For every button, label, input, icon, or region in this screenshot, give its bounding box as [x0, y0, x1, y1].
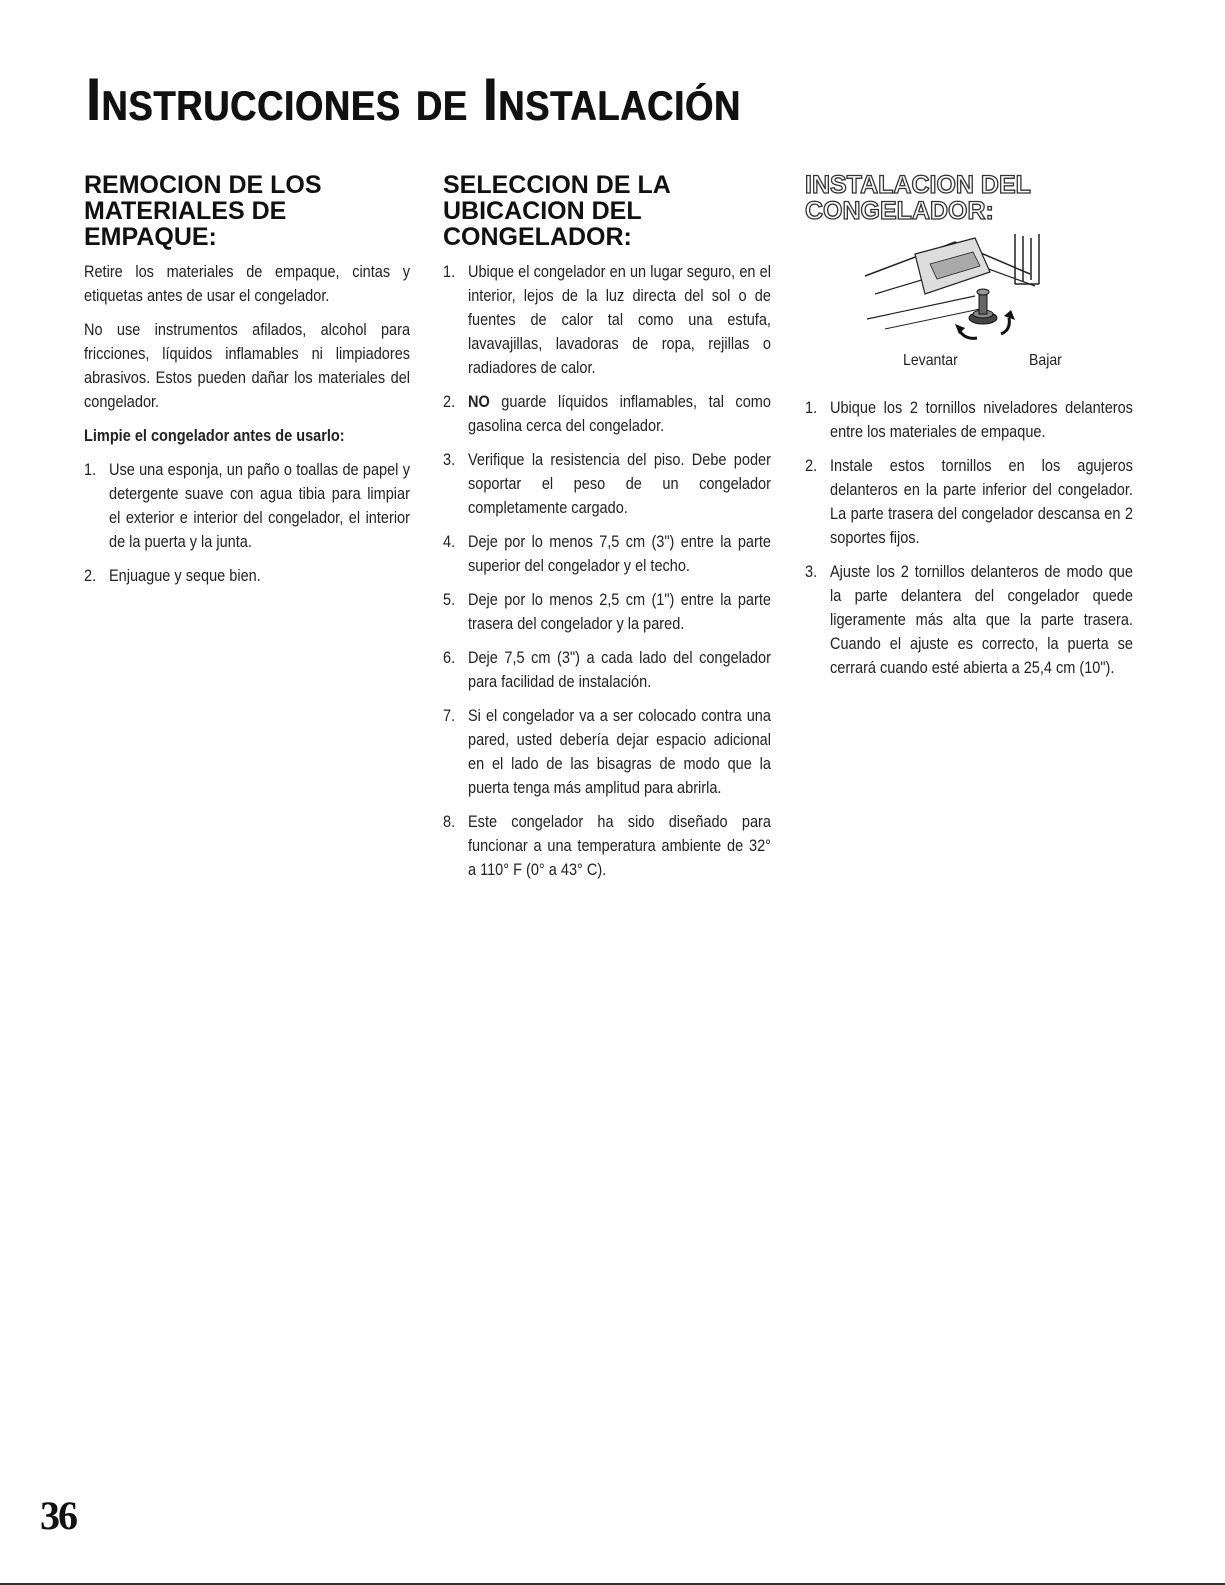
list-item: 2. NO guarde líquidos inflamables, tal como gasolina cerca del congelador.: [443, 393, 771, 435]
column-packaging-removal: [84, 172, 409, 598]
list-item: 1. Ubique los 2 tornillos niveladores delanteros entre los materiales de empaque.: [805, 399, 1133, 441]
emphasis-no: NO: [468, 393, 490, 411]
list-item: 8. Este congelador ha sido diseñado para funcionar a una temperatura ambiente de 32° a 110° F (0° a 43° C).: [443, 813, 771, 879]
column-freezer-installation: [805, 172, 1132, 690]
label-raise: Levantar: [903, 352, 958, 369]
section-heading-location: SELECCION DE LA UBICACION DEL CONGELADOR:: [443, 171, 670, 251]
list-item: 3. Verifique la resistencia del piso. Debe poder soportar el peso de un congelador completamente cargado.: [443, 451, 771, 517]
list-item: 2. Enjuague y seque bien.: [84, 567, 261, 585]
list-item: 5. Deje por lo menos 2,5 cm (1") entre la parte trasera del congelador y la pared.: [443, 591, 771, 633]
cleaning-steps-list: [84, 458, 409, 588]
installation-steps-list: [805, 396, 1132, 680]
list-item: 1. Use una esponja, un paño o toallas de papel y detergente suave con agua tibia para limpiar el exterior e interior del congelador, el interior de la puerta y la junta.: [84, 461, 410, 551]
list-item: 3. Ajuste los 2 tornillos delanteros de modo que la parte delantera del congelador quede ligeramente más alta que la parte trasera. Cuando el ajuste es correcto, la puerta se cerrará cuando esté abierta a 25,4 cm (10").: [805, 563, 1133, 677]
page-title: Instrucciones de Instalación: [86, 66, 741, 133]
leveling-screw-icon: [855, 234, 1055, 354]
subheading-clean: Limpie el congelador antes de usarlo:: [84, 427, 345, 445]
section-heading-packaging: REMOCION DE LOS MATERIALES DE EMPAQUE:: [84, 171, 322, 251]
list-item: 2. Instale estos tornillos en los agujeros delanteros en la parte inferior del congelador. La parte trasera del congelador descansa en 2 soportes fijos.: [805, 457, 1133, 547]
list-item: 6. Deje 7,5 cm (3") a cada lado del congelador para facilidad de instalación.: [443, 649, 771, 691]
label-lower: Bajar: [1029, 352, 1062, 369]
paragraph-remove-packaging: Retire los materiales de empaque, cintas y etiquetas antes de usar el congelador.: [84, 263, 411, 305]
location-steps-list: [443, 260, 770, 882]
leveling-screw-illustration: [805, 234, 1132, 374]
page-number: 36: [40, 1493, 76, 1538]
paragraph-warning-cleaners: No use instrumentos afilados, alcohol para fricciones, líquidos inflamables ni limpiadores abrasivos. Estos pueden dañar los materiales del congelador.: [84, 321, 411, 411]
section-heading-installation: INSTALACION DEL CONGELADOR:: [805, 171, 1031, 225]
list-item: 4. Deje por lo menos 7,5 cm (3") entre la parte superior del congelador y el techo.: [443, 533, 771, 575]
column-location-selection: [443, 172, 770, 892]
list-item: 7. Si el congelador va a ser colocado contra una pared, usted debería dejar espacio adicional en el lado de las bisagras de modo que la puerta tenga más amplitud para abrirla.: [443, 707, 771, 797]
list-item: 1. Ubique el congelador en un lugar seguro, en el interior, lejos de la luz directa del sol o de fuentes de calor tal como una estufa, lavavajillas, lavadoras de ropa, rejillas o radiadores de calor.: [443, 263, 771, 377]
